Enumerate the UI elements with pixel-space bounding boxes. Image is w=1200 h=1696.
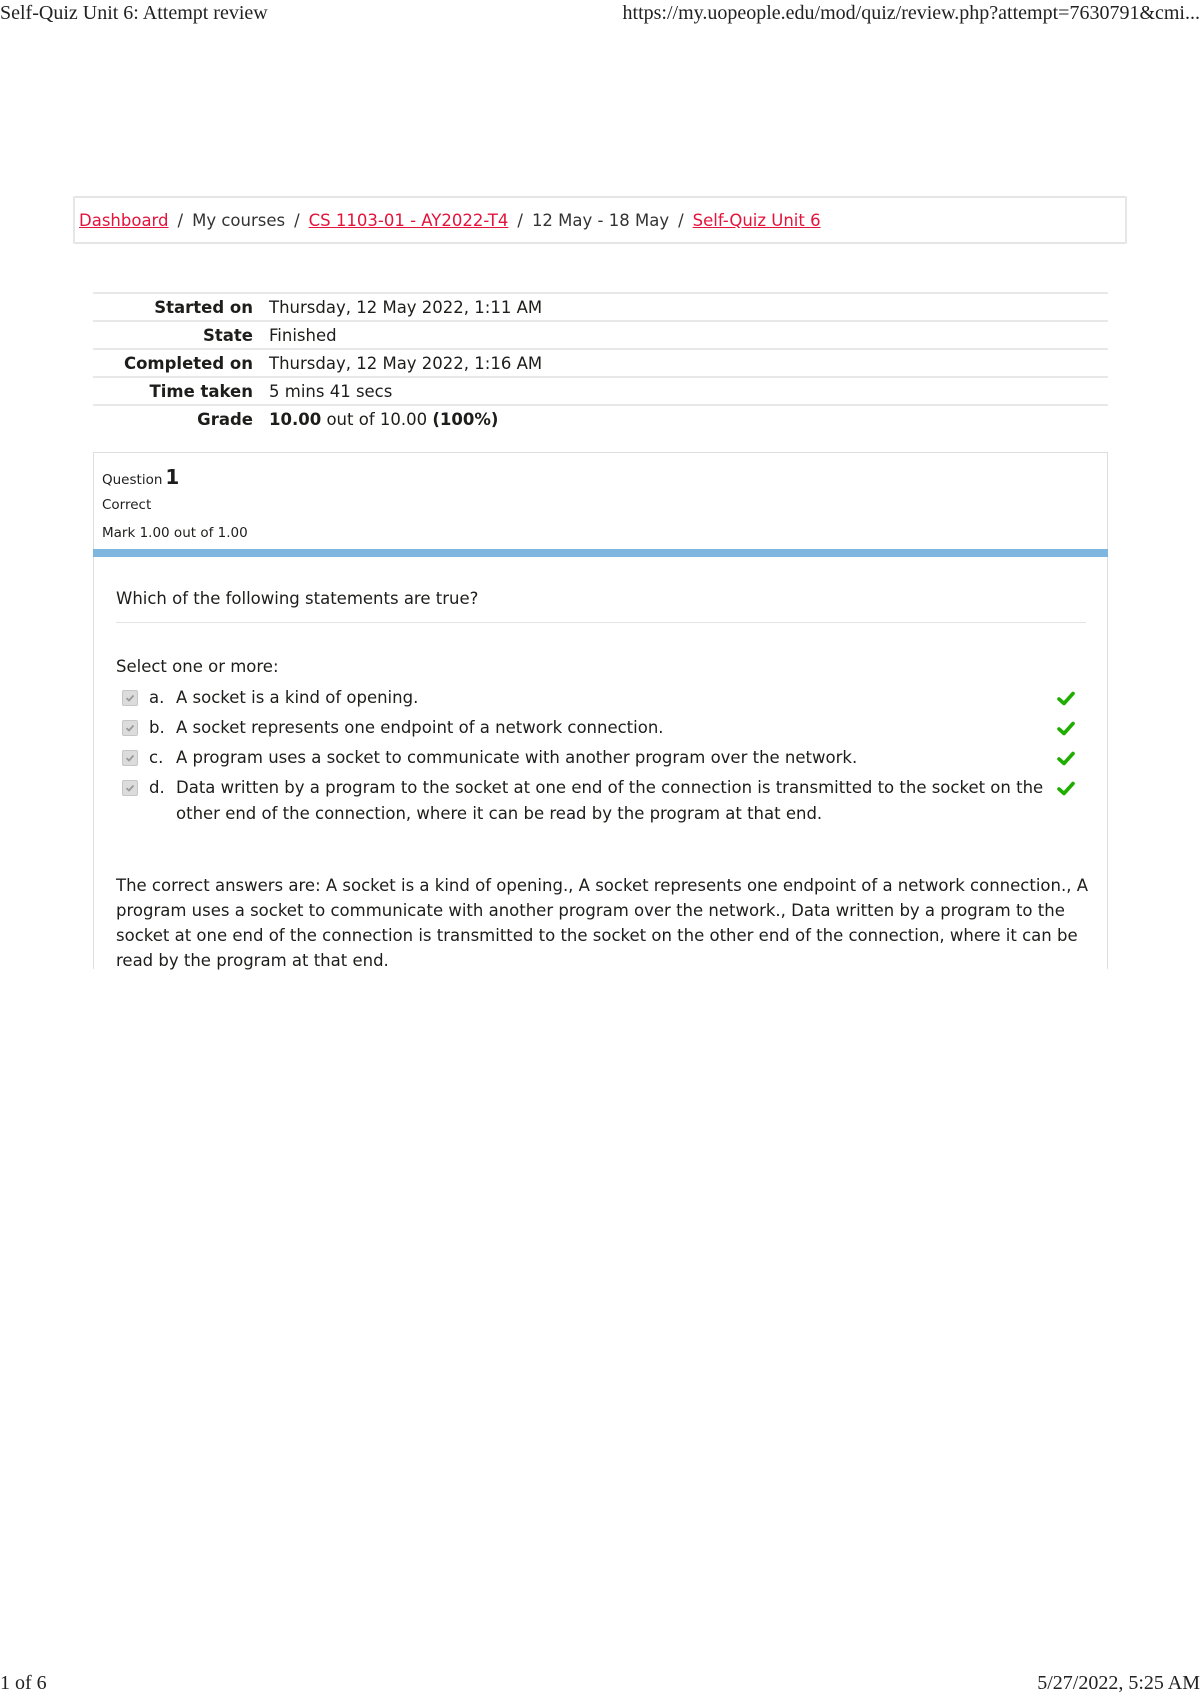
- question-number: 1: [165, 465, 180, 489]
- page-count: 1 of 6: [0, 1671, 47, 1694]
- breadcrumb-separator: /: [517, 210, 523, 230]
- breadcrumb-separator: /: [294, 210, 300, 230]
- question-number-row: [102, 463, 1107, 491]
- answer-option-d: [122, 775, 1082, 827]
- answer-letter: a.: [149, 688, 165, 707]
- breadcrumb-course-link[interactable]: CS 1103-01 - AY2022-T4: [308, 210, 509, 230]
- grade-label: Grade: [197, 410, 253, 429]
- question-feedback: [93, 863, 1108, 969]
- answer-letter: b.: [149, 718, 165, 737]
- time-taken-label: Time taken: [149, 381, 253, 401]
- print-page-url: https://my.uopeople.edu/mod/quiz/review.php?attempt=7630791&cmi...: [622, 1, 1200, 24]
- correct-check-icon: [1057, 688, 1075, 714]
- question-divider-bar: [93, 549, 1108, 557]
- breadcrumb-separator: /: [678, 210, 684, 230]
- answer-letter: c.: [149, 748, 164, 767]
- answer-prompt: Select one or more:: [116, 657, 279, 676]
- summary-row-state: [93, 321, 1108, 349]
- breadcrumb-separator: /: [177, 210, 184, 230]
- answer-letter: d.: [149, 778, 165, 797]
- grade-score: 10.00: [269, 410, 322, 429]
- grade-value: [269, 405, 1108, 433]
- time-taken-value: 5 mins 41 secs: [269, 381, 393, 401]
- correct-check-icon: [1057, 718, 1075, 744]
- answer-option-c: [122, 745, 1082, 771]
- state-label: State: [203, 325, 253, 345]
- answer-option-b: [122, 715, 1082, 741]
- answer-checkbox[interactable]: [122, 690, 138, 706]
- print-datetime: 5/27/2022, 5:25 AM: [1037, 1671, 1200, 1694]
- correct-check-icon: [1057, 778, 1075, 804]
- breadcrumb-week: 12 May - 18 May: [531, 210, 670, 230]
- answer-checkbox[interactable]: [122, 720, 138, 736]
- state-value: Finished: [269, 325, 337, 345]
- breadcrumb: [73, 196, 1127, 244]
- question-mark: Mark 1.00 out of 1.00: [102, 525, 248, 541]
- answer-text: A socket represents one endpoint of a network connection.: [176, 718, 664, 737]
- correct-answers-text: The correct answers are: A socket is a kind of opening., A socket represents one endpoint of a network connection., A program uses a socket to communicate with another program over the network., Data written by a program to the socket at one end of the connection is transmitted to the socket on the other end of the connection, where it can be read by the program at that end.: [116, 876, 1088, 970]
- grade-out-of: out of 10.00: [326, 410, 428, 429]
- summary-row-started: [93, 293, 1108, 321]
- breadcrumb-dashboard-link[interactable]: Dashboard: [79, 210, 169, 230]
- answer-list: [122, 685, 1082, 831]
- summary-row-grade: [93, 405, 1108, 433]
- question-info: [93, 452, 1108, 552]
- breadcrumb-my-courses: My courses: [192, 210, 286, 230]
- summary-row-completed: [93, 349, 1108, 377]
- breadcrumb-quiz-link[interactable]: Self-Quiz Unit 6: [692, 210, 821, 230]
- completed-on-value: Thursday, 12 May 2022, 1:16 AM: [269, 353, 543, 373]
- started-on-value: Thursday, 12 May 2022, 1:11 AM: [269, 297, 543, 317]
- answer-text: A program uses a socket to communicate with another program over the network.: [176, 748, 858, 767]
- print-footer: [0, 1670, 1200, 1696]
- question-text: Which of the following statements are true?: [116, 589, 1086, 623]
- correct-check-icon: [1057, 748, 1075, 774]
- answer-text: A socket is a kind of opening.: [176, 688, 419, 707]
- print-page-title: Self-Quiz Unit 6: Attempt review: [0, 1, 268, 24]
- summary-row-time: [93, 377, 1108, 405]
- question-state: Correct: [102, 497, 152, 513]
- grade-percent: (100%): [432, 410, 499, 429]
- completed-on-label: Completed on: [123, 353, 253, 373]
- answer-text: Data written by a program to the socket at one end of the connection is transmitted to the socket on the other end of the connection, where it can be read by the program at that end.: [176, 778, 1044, 823]
- print-header: [0, 0, 1200, 26]
- answer-checkbox[interactable]: [122, 750, 138, 766]
- answer-checkbox[interactable]: [122, 780, 138, 796]
- question-label: Question: [102, 472, 163, 488]
- attempt-summary-table: [93, 292, 1108, 433]
- started-on-label: Started on: [154, 297, 253, 317]
- answer-option-a: [122, 685, 1082, 711]
